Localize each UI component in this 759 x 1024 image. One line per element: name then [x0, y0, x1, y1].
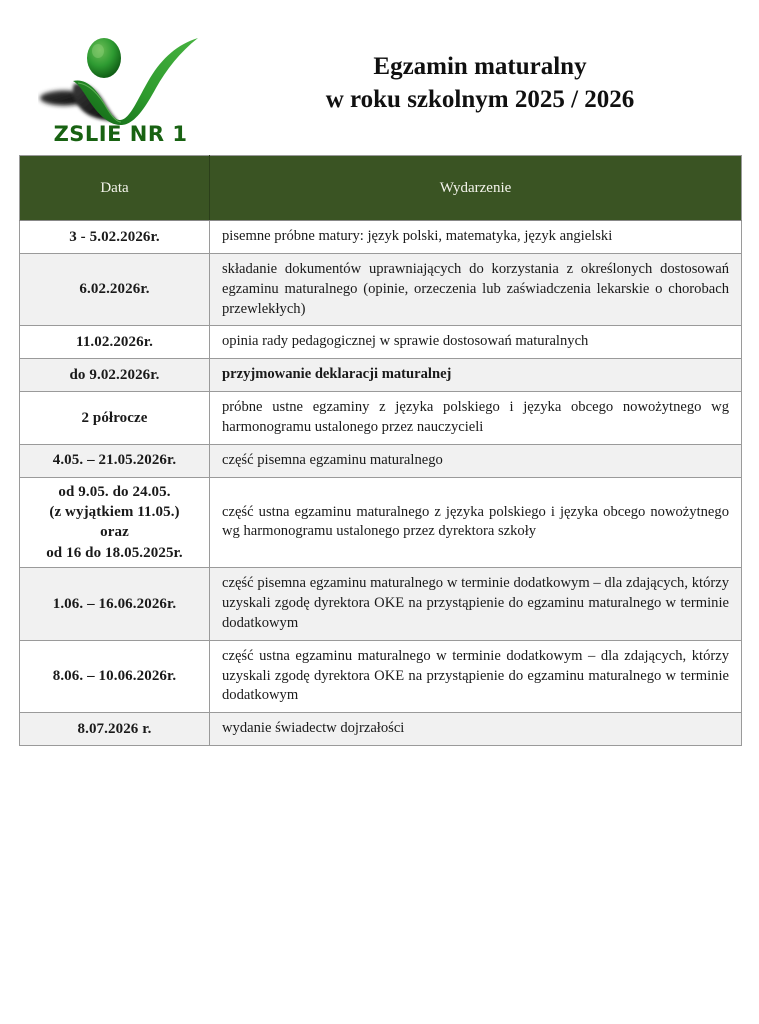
cell-date	[20, 221, 210, 254]
date-line: 3 - 5.02.2026r.	[69, 228, 160, 245]
column-header-event: Wydarzenie	[210, 156, 742, 221]
date-line: 11.02.2026r.	[76, 334, 153, 351]
table-row	[20, 640, 742, 713]
cell-event: część pisemna egzaminu maturalnego w terminie dodatkowym – dla zdających, którzy uzyskali zgodę dyrektora OKE na przystąpienie do egzaminu maturalnego w terminie dodatkowym	[210, 568, 742, 641]
cell-date	[20, 253, 210, 326]
date-lines	[26, 450, 203, 470]
cell-event: opinia rady pedagogicznej w sprawie dostosowań maturalnych	[210, 326, 742, 359]
schedule-table-body	[20, 221, 742, 746]
cell-date	[20, 444, 210, 477]
page-title-line-1: Egzamin maturalny	[373, 53, 587, 80]
cell-event: część ustna egzaminu maturalnego z języka polskiego i języka obcego nowożytnego wg harmonogramu ustalonego przez dyrektora szkoły	[210, 477, 742, 568]
cell-date	[20, 359, 210, 392]
date-lines	[26, 332, 203, 352]
date-line: 8.07.2026 r.	[77, 720, 152, 737]
page-title	[210, 50, 750, 116]
table-row	[20, 713, 742, 746]
cell-event: część pisemna egzaminu maturalnego	[210, 444, 742, 477]
schedule-table-wrapper	[19, 155, 741, 746]
table-row	[20, 326, 742, 359]
date-line: 8.06. – 10.06.2026r.	[52, 668, 177, 685]
cell-date	[20, 326, 210, 359]
table-row	[20, 568, 742, 641]
document-header	[0, 0, 759, 155]
date-lines	[26, 482, 203, 564]
table-row	[20, 253, 742, 326]
cell-date	[20, 640, 210, 713]
date-line: 6.02.2026r.	[79, 281, 150, 298]
date-line: 4.05. – 21.05.2026r.	[52, 452, 177, 469]
date-line: od 9.05. do 24.05.	[58, 483, 171, 500]
date-lines	[26, 666, 203, 686]
cell-date	[20, 568, 210, 641]
table-row	[20, 444, 742, 477]
cell-event: pisemne próbne matury: język polski, matematyka, język angielski	[210, 221, 742, 254]
date-line: oraz	[100, 524, 129, 541]
date-lines	[26, 279, 203, 299]
schedule-table-head	[20, 156, 742, 221]
table-header-row	[20, 156, 742, 221]
date-line: od 16 do 18.05.2025r.	[46, 544, 183, 561]
date-lines	[26, 408, 203, 428]
page-title-line-2: w roku szkolnym 2025 / 2026	[325, 86, 635, 113]
date-line: do 9.02.2026r.	[69, 366, 160, 383]
cell-event: przyjmowanie deklaracji maturalnej	[210, 359, 742, 392]
date-lines	[26, 594, 203, 614]
date-lines	[26, 365, 203, 385]
cell-date	[20, 713, 210, 746]
table-row	[20, 359, 742, 392]
cell-event: wydanie świadectw dojrzałości	[210, 713, 742, 746]
date-lines	[26, 227, 203, 247]
cell-event: część ustna egzaminu maturalnego w terminie dodatkowym – dla zdających, którzy uzyskali zgodę dyrektora OKE na przystąpienie do egzaminu maturalnego w terminie dodatkowym	[210, 640, 742, 713]
logo-wordmark: ZSLIE NR 1	[53, 122, 188, 146]
cell-event: próbne ustne egzaminy z języka polskiego i języka obcego nowożytnego wg harmonogramu ustalonego przez nauczycieli	[210, 392, 742, 445]
date-line: 1.06. – 16.06.2026r.	[52, 595, 177, 612]
cell-date	[20, 477, 210, 568]
table-row	[20, 477, 742, 568]
cell-date	[20, 392, 210, 445]
school-logo	[38, 26, 203, 151]
column-header-date: Data	[20, 156, 210, 221]
cell-event: składanie dokumentów uprawniających do korzystania z określonych dostosowań egzaminu maturalnego (opinie, orzeczenia lub zaświadczenia lekarskie o chorobach przewlekłych)	[210, 253, 742, 326]
date-line: 2 półrocze	[81, 409, 148, 426]
checkmark-person-logo-icon	[38, 26, 203, 126]
date-line: (z wyjątkiem 11.05.)	[49, 503, 180, 520]
date-lines	[26, 719, 203, 739]
table-row	[20, 392, 742, 445]
table-row	[20, 221, 742, 254]
schedule-table	[19, 155, 742, 746]
